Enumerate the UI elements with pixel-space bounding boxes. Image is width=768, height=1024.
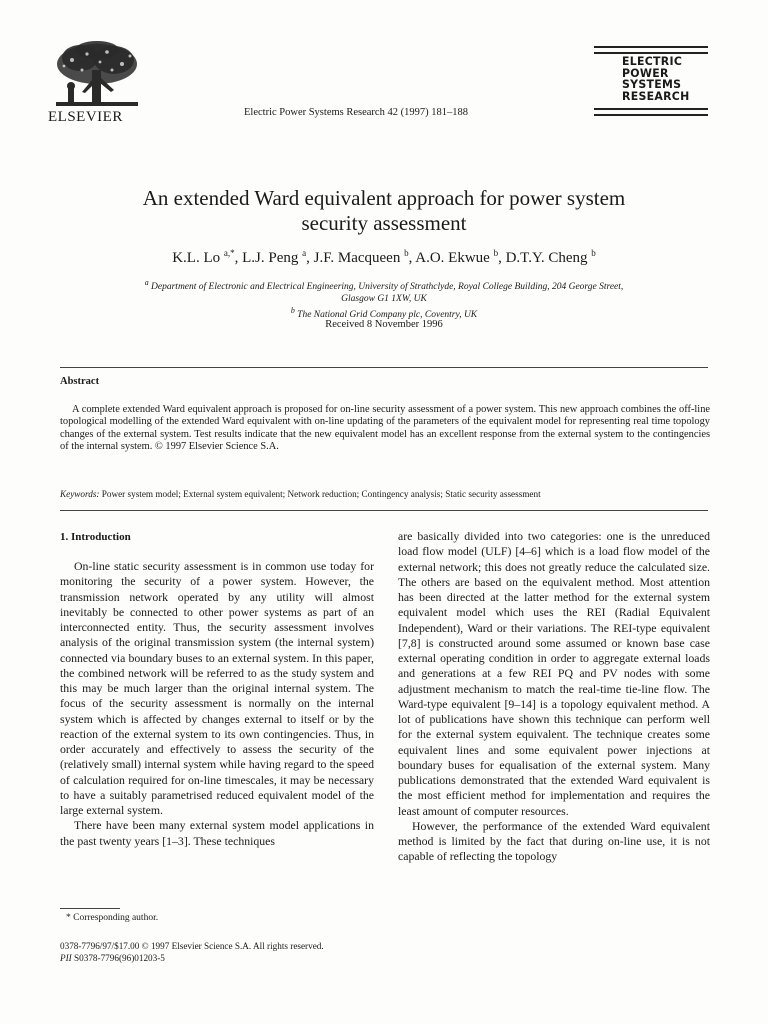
abstract-heading: Abstract — [60, 376, 100, 387]
body-column-left — [60, 559, 374, 849]
journal-citation: Electric Power Systems Research 42 (1997) 181–188 — [244, 107, 468, 118]
author-separator: , — [498, 250, 506, 266]
section-heading: 1. Introduction — [60, 531, 131, 543]
keywords-label: Keywords: — [60, 489, 100, 499]
copyright-block — [60, 940, 324, 964]
keywords — [60, 489, 710, 499]
publisher-name: ELSEVIER — [48, 109, 123, 125]
body-column-right — [398, 529, 710, 865]
copyright-line: 0378-7796/97/$17.00 © 1997 Elsevier Science S.A. All rights reserved. — [60, 941, 324, 951]
journal-logo-text — [622, 56, 690, 102]
paragraph: are basically divided into two categories: one is the unreduced load flow model (ULF) [4–6] which is a load flow model of the external network; this does not greatly reduce the calculated size. The others are based on the equivalent method. Most attention has been directed at the latter method for the external system equivalent model which uses the REI (Radial Equivalent Independent), Ward or their variations. The REI-type equivalent [7,8] is constructed around some assumed or known base case external operating condition in order to aggregate external loads and generations at a few REI PQ and PV nodes with some adjustment mechanism to match the real-time tie-line flow. The Ward-type equivalent [9–14] is a topology equivalent method. A lot of publications have shown this technique can perform well for the external system equivalent. The technique creates some equivalent lines and some equivalent power injections at boundary buses for equalisation of the external system. Many publications demonstrated that the extended Ward equivalent is the most efficient method for implementation and requires the least amount of computer resources. — [398, 529, 710, 818]
affiliation-mark: b — [290, 306, 295, 316]
pii-label: PII — [60, 953, 72, 963]
journal-logo-line: RESEARCH — [622, 88, 690, 103]
paragraph: However, the performance of the extended Ward equivalent method is limited by the fact that during on-line use, it is not capable of reflecting the topology — [398, 818, 710, 864]
author-separator: , — [234, 250, 243, 266]
paragraph: On-line static security assessment is in common use today for monitoring the security of a power system. However, the transmission network operated by any utility will almost inevitably be connected to other power systems as part of an interconnected entity. Thus, the security assessment involves analysis of the original transmission system (the internal system) connected via boundary buses to an external system. In this paper, the combined network will be referred to as the study system and this may be much larger than the original internal system. The focus of the security assessment is normally on the internal system which is affected by changes external to itself or by the reaction of the external system to its own contingencies. Thus, in order accurately and effectively to assess the security of the (relatively small) internal system while having regard to the speed of calculation required for on-line timescales, it may be necessary to have a suitably parametrised reduced equivalent model of the large external system. — [60, 559, 374, 817]
pii-value: S0378-7796(96)01203-5 — [74, 953, 165, 963]
author-affiliation-mark: b — [404, 248, 409, 258]
footnote-rule — [60, 908, 120, 909]
affiliations — [60, 277, 708, 321]
author-affiliation-mark: b — [591, 248, 596, 258]
journal-logo — [594, 42, 708, 120]
author-affiliation-mark: a — [302, 248, 307, 258]
affiliation-a-cont: Glasgow G1 1XW, UK — [341, 294, 427, 305]
journal-logo-line: ELECTRIC — [622, 54, 683, 68]
author-name: K.L. Lo — [172, 250, 221, 266]
author-name: A.O. Ekwue — [415, 250, 490, 266]
keywords-list: Power system model; External system equivalent; Network reduction; Contingency analysis; Static security assessment — [101, 489, 541, 499]
author-separator: , — [408, 250, 416, 266]
divider — [60, 510, 708, 511]
author-name: D.T.Y. Cheng — [505, 250, 588, 266]
author-name: L.J. Peng — [242, 250, 299, 266]
author-affiliation-mark: a,* — [223, 248, 235, 258]
author-separator: , — [306, 250, 314, 266]
divider — [60, 367, 708, 368]
title-line: An extended Ward equivalent approach for power system — [142, 186, 626, 210]
paragraph: There have been many external system model applications in the past twenty years [1–3]. These techniques — [60, 818, 374, 848]
journal-logo-line: SYSTEMS — [622, 77, 682, 91]
author-name: J.F. Macqueen — [313, 250, 401, 266]
footnote: * Corresponding author. — [66, 913, 159, 923]
affiliation-a — [60, 277, 708, 293]
affiliation-mark: a — [144, 278, 149, 287]
elsevier-tree-logo — [52, 40, 142, 112]
author-affiliation-mark: b — [493, 248, 499, 258]
affiliation-text: The National Grid Company plc, Coventry, UK — [297, 310, 478, 321]
abstract-text: A complete extended Ward equivalent approach is proposed for on-line security assessment of a power system. This new approach combines the off-line topological modelling of the extended Ward equivalent with on-line updating of the parameters of the equivalent model for representing real time topology changes of the external system. Test results indicate that the new equivalent model has an excellent response from the external system to the contingencies of the internal system. © 1997 Elsevier Science S.A. — [60, 404, 710, 452]
journal-logo-line: POWER — [622, 65, 669, 80]
pii-line — [60, 952, 324, 964]
received-date: Received 8 November 1996 — [325, 319, 443, 330]
author-list — [60, 248, 708, 267]
article-title — [60, 186, 708, 236]
title-line: security assessment — [301, 211, 467, 235]
affiliation-text: Department of Electronic and Electrical Engineering, University of Strathclyde, Royal College Building, 204 George Street, — [151, 282, 624, 293]
